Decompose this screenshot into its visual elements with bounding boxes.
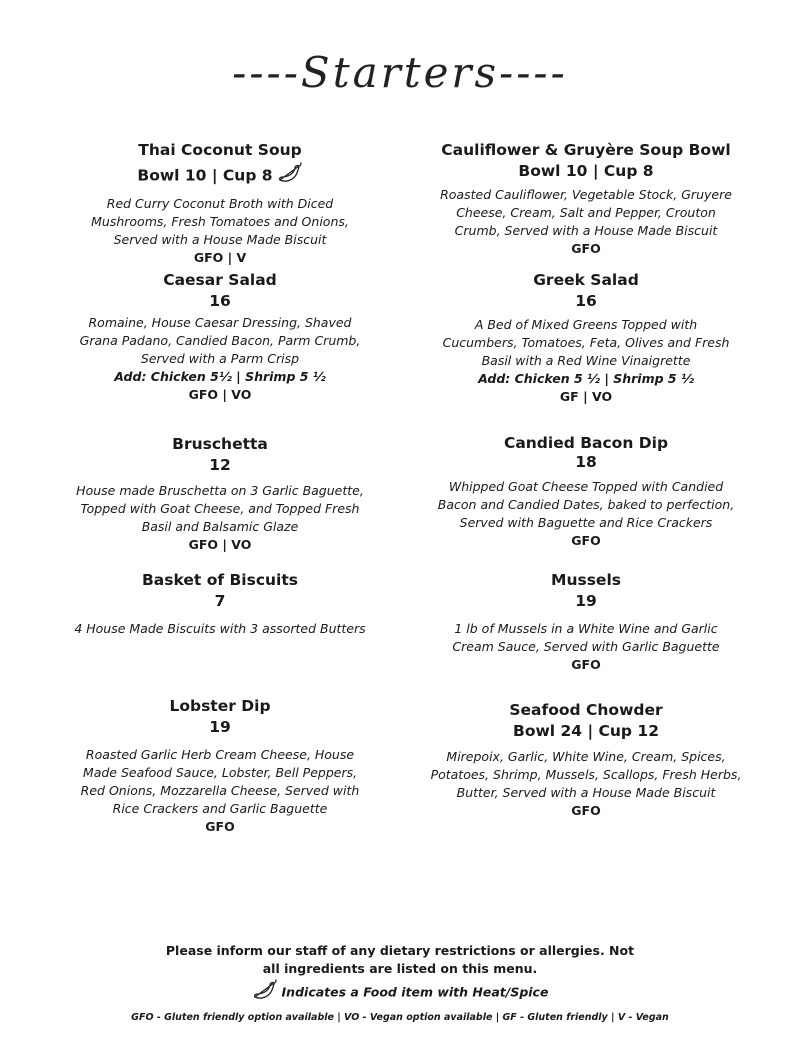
item-description: Romaine, House Caesar Dressing, Shaved Grana Padano, Candied Bacon, Parm Crumb, Served with a Parm Crisp <box>79 315 361 366</box>
item-description: Red Curry Coconut Broth with Diced Mushrooms, Fresh Tomatoes and Onions, Served with a House Made Biscuit <box>91 196 349 247</box>
item-dietary-tags: GFO | VO <box>188 537 252 552</box>
menu-title: ----Starters---- <box>232 48 568 97</box>
item-description: 1 lb of Mussels in a White Wine and Garlic Cream Sauce, Served with Garlic Baguette <box>452 621 720 654</box>
item-name: Greek Salad <box>533 271 639 289</box>
item-dietary-tags: GFO | V <box>193 250 247 265</box>
dietary-legend: GFO - Gluten friendly option available | VO - Vegan option available | GF - Gluten friendly | V - Vegan <box>131 1012 669 1023</box>
item-dietary-tags: GFO <box>205 819 235 834</box>
menu-item-thai-coconut-soup <box>70 140 370 266</box>
item-dietary-tags: GFO <box>571 657 601 672</box>
item-dietary-tags: GFO <box>571 533 601 548</box>
item-price: Bowl 10 | Cup 8 <box>518 162 654 180</box>
item-description: Roasted Cauliflower, Vegetable Stock, Gruyere Cheese, Cream, Salt and Pepper, Crouton Crumb, Served with a House Made Biscuit <box>440 187 732 238</box>
item-name: Basket of Biscuits <box>141 571 299 589</box>
item-name: Thai Coconut Soup <box>138 141 302 159</box>
heat-note-text: Indicates a Food item with Heat/Spice <box>281 984 549 1000</box>
item-description: A Bed of Mixed Greens Topped with Cucumbers, Tomatoes, Feta, Olives and Fresh Basil with a Red Wine Vinaigrette <box>442 317 730 368</box>
item-addon: Add: Chicken 5½ | Shrimp 5 ½ <box>114 369 326 384</box>
item-name: Candied Bacon Dip <box>503 434 669 452</box>
item-price: 16 <box>575 292 597 310</box>
item-name: Mussels <box>551 571 621 589</box>
item-dietary-tags: GF | VO <box>559 389 613 404</box>
item-price: 19 <box>575 592 597 610</box>
item-price: 16 <box>209 292 231 310</box>
menu-item-seafood-chowder <box>426 700 746 819</box>
menu-item-cauliflower-gruyere-soup <box>436 140 736 257</box>
item-name: Cauliflower & Gruyère Soup Bowl <box>441 141 731 159</box>
item-dietary-tags: GFO <box>571 803 601 818</box>
item-price: 19 <box>209 718 231 736</box>
item-description: Whipped Goat Cheese Topped with Candied Bacon and Candied Dates, baked to perfection, Served with Baguette and Rice Crackers <box>437 479 735 530</box>
item-addon: Add: Chicken 5 ½ | Shrimp 5 ½ <box>478 371 694 386</box>
item-name: Lobster Dip <box>169 697 271 715</box>
menu-item-greek-salad <box>436 270 736 405</box>
item-price: Bowl 24 | Cup 12 <box>513 722 659 740</box>
item-name: Bruschetta <box>172 435 268 453</box>
item-description: 4 House Made Biscuits with 3 assorted Butters <box>74 621 366 636</box>
item-price: 12 <box>209 456 231 474</box>
item-description: Roasted Garlic Herb Cream Cheese, House Made Seafood Sauce, Lobster, Bell Peppers, Red Onions, Mozzarella Cheese, Served with Rice Crackers and Garlic Baguette <box>80 747 360 816</box>
item-price: 18 <box>575 453 597 471</box>
heat-note <box>0 978 800 1008</box>
item-description: House made Bruschetta on 3 Garlic Baguette, Topped with Goat Cheese, and Topped Fresh Basil and Balsamic Glaze <box>76 483 364 534</box>
menu-footer <box>0 942 800 1026</box>
chili-pepper-icon <box>252 978 278 1008</box>
item-price: Bowl 10 | Cup 8 <box>137 166 273 185</box>
allergy-notice: Please inform our staff of any dietary restrictions or allergies. Not all ingredients are listed on this menu. <box>165 943 635 976</box>
item-name: Caesar Salad <box>163 271 277 289</box>
item-description: Mirepoix, Garlic, White Wine, Cream, Spices, Potatoes, Shrimp, Mussels, Scallops, Fresh Herbs, Butter, Served with a House Made Biscuit <box>430 749 742 800</box>
menu-item-bruschetta <box>70 434 370 553</box>
item-dietary-tags: GFO <box>571 241 601 256</box>
menu-item-mussels <box>436 570 736 673</box>
item-dietary-tags: GFO | VO <box>188 387 252 402</box>
menu-item-caesar-salad <box>70 270 370 403</box>
menu-item-lobster-dip <box>70 696 370 835</box>
menu-item-candied-bacon-dip <box>436 433 736 549</box>
chili-pepper-icon <box>277 161 303 191</box>
menu-item-basket-of-biscuits <box>70 570 370 638</box>
item-price: 7 <box>214 592 226 610</box>
item-name: Seafood Chowder <box>509 701 663 719</box>
